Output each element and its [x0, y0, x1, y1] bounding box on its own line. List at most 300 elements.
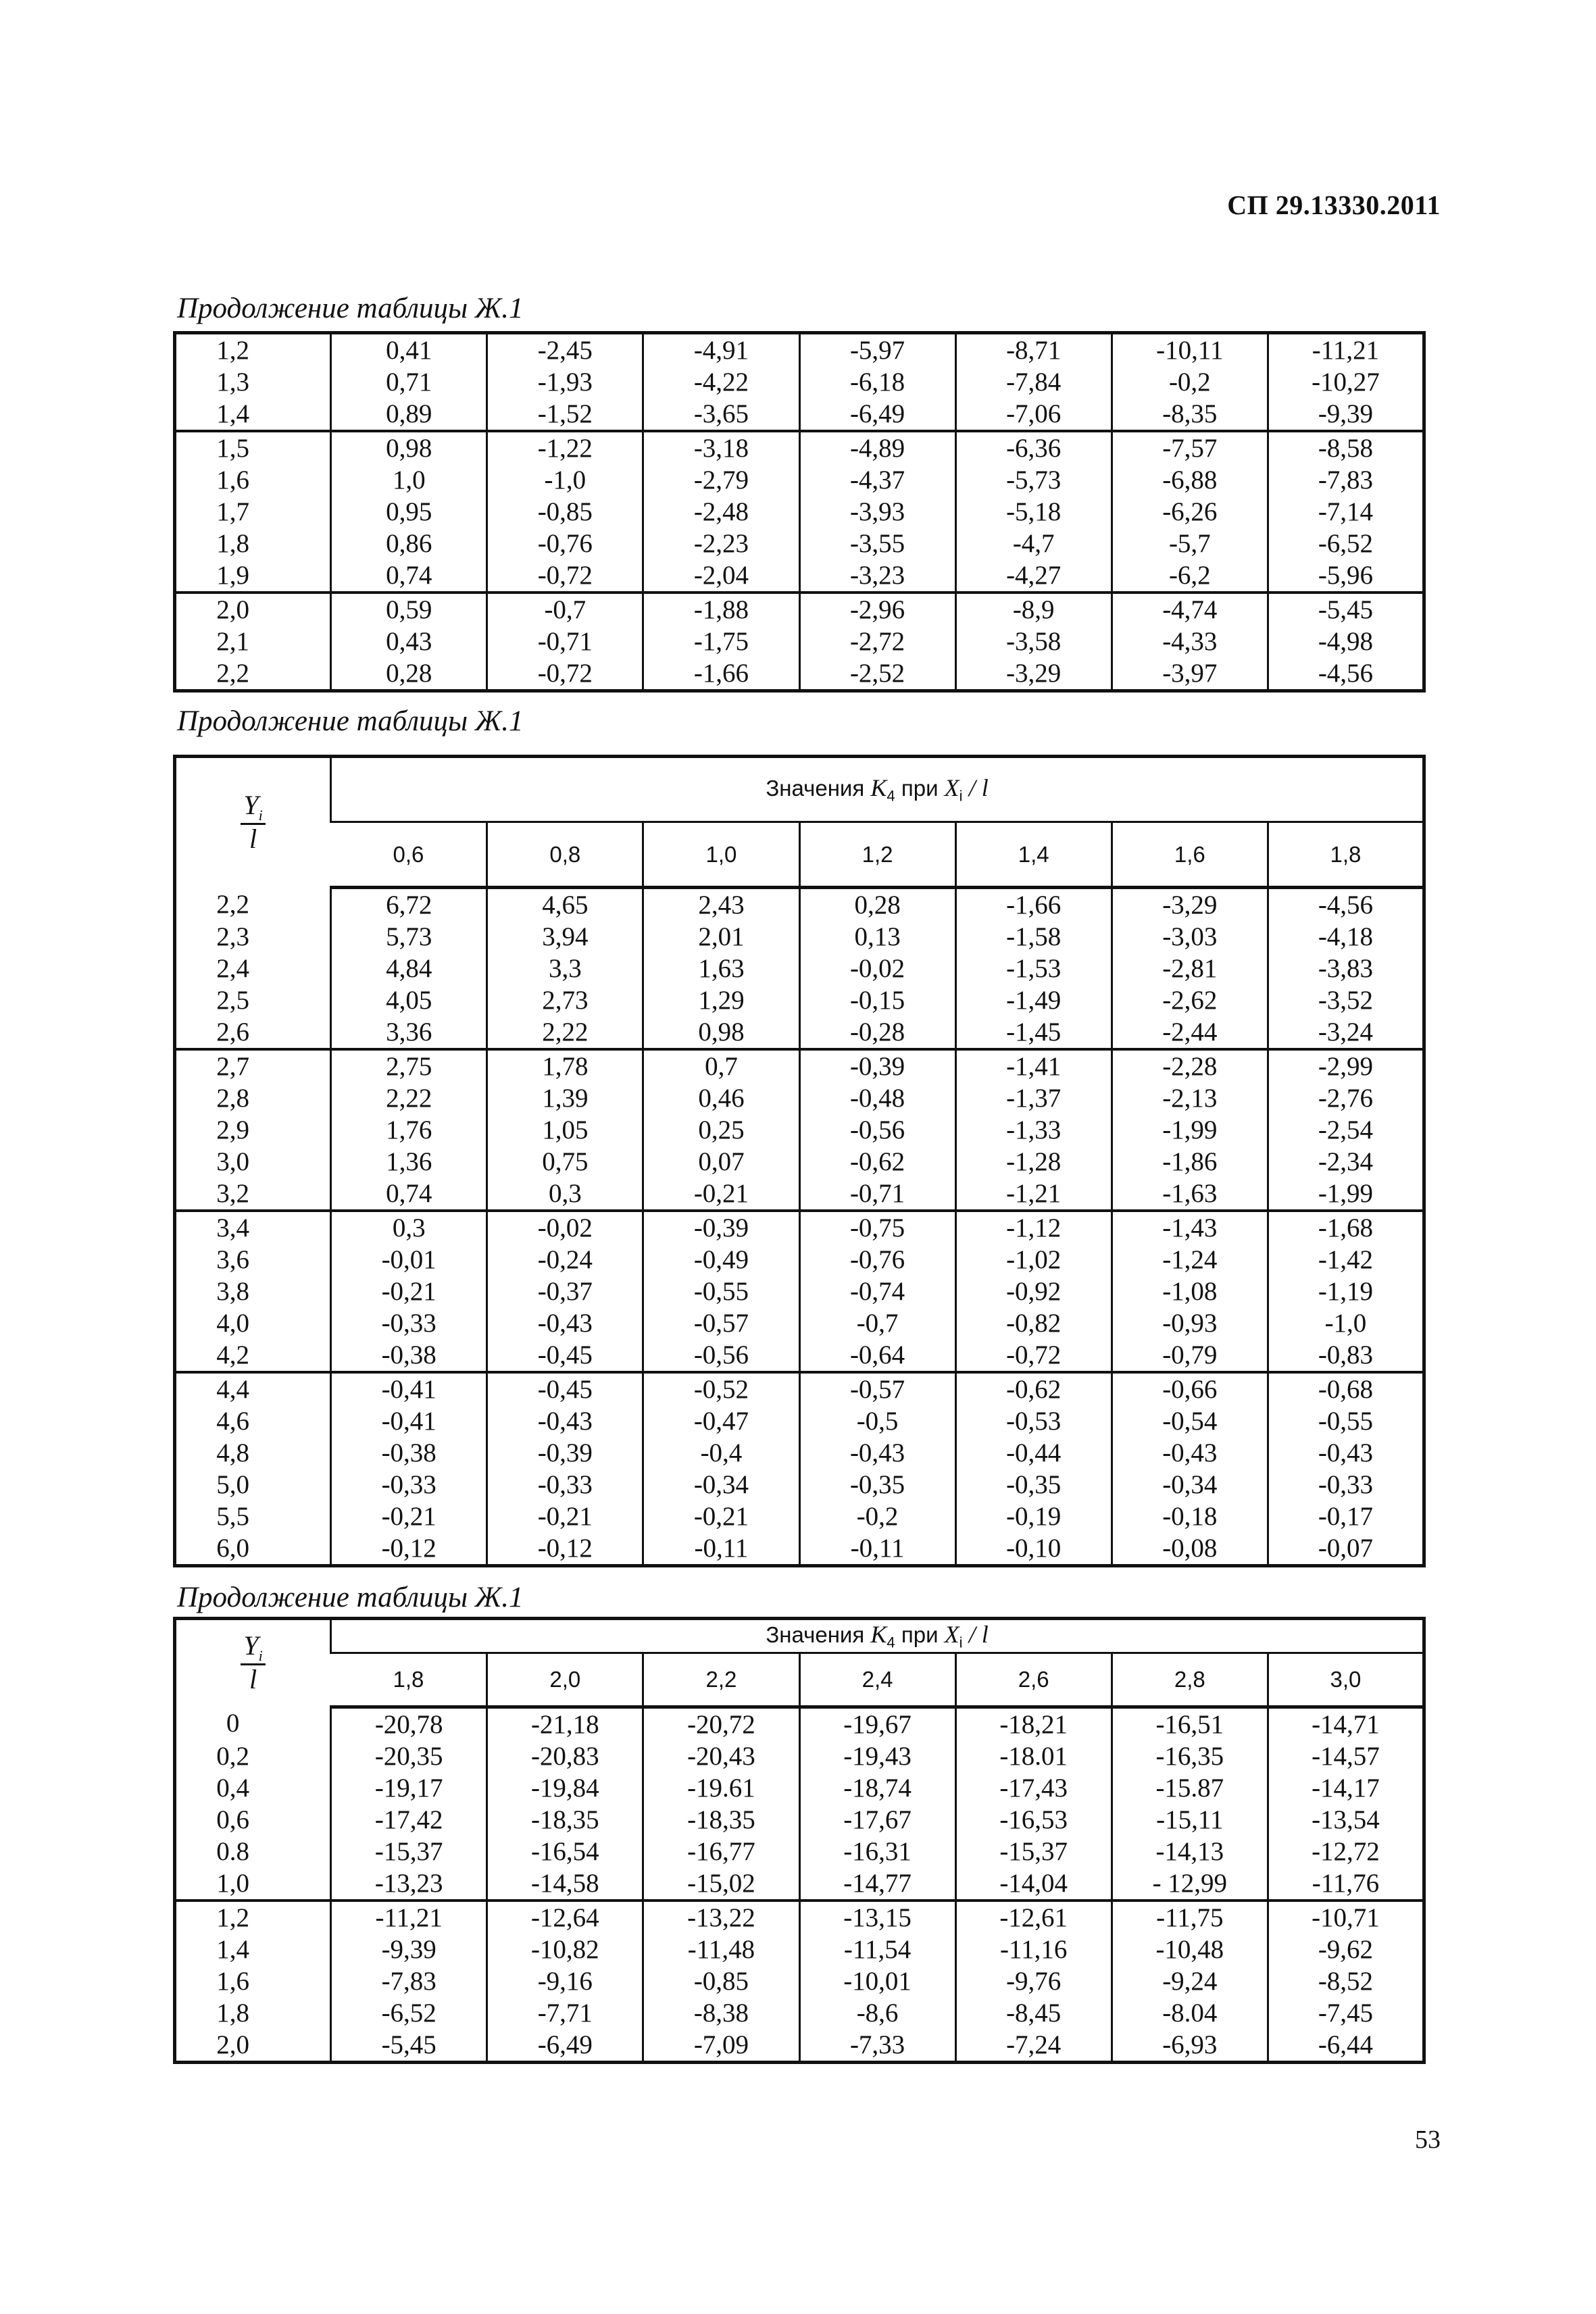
value-cell: -0,45 — [487, 1339, 643, 1372]
value-cell: -0,34 — [1112, 1469, 1268, 1501]
value-cell: -2,96 — [799, 593, 955, 626]
row-label-cell: 0,6 — [216, 1805, 249, 1834]
value-cell: -9,16 — [487, 1965, 643, 1997]
value-cell: 0,98 — [331, 431, 487, 464]
value-cell: -8,45 — [955, 1997, 1112, 2029]
row-label-cell: 3,8 — [216, 1277, 249, 1306]
value-cell: -3,29 — [955, 657, 1112, 691]
value-cell: 2,43 — [643, 888, 799, 922]
value-cell: -14,17 — [1268, 1772, 1424, 1804]
value-cell: -0,21 — [643, 1501, 799, 1532]
table2-header — [175, 757, 1424, 888]
value-cell: -1,86 — [1112, 1146, 1268, 1178]
value-cell: -1,58 — [955, 921, 1112, 953]
value-cell: -8,58 — [1268, 431, 1424, 464]
value-cell: 0,71 — [331, 366, 487, 398]
row-label-cell: 4,8 — [216, 1438, 249, 1467]
value-cell: -15,37 — [955, 1836, 1112, 1867]
table-row — [175, 1934, 1424, 1965]
value-cell: -8,6 — [799, 1997, 955, 2029]
value-cell: -0,85 — [643, 1965, 799, 1997]
value-cell: -6,36 — [955, 431, 1112, 464]
table-row — [175, 496, 1424, 528]
value-cell: -20,72 — [643, 1707, 799, 1740]
value-cell: -1,0 — [487, 464, 643, 496]
table3-y-over-l-header: $\frac{Y_i}{l}$ — [175, 1619, 331, 1707]
value-cell: -9,24 — [1112, 1965, 1268, 1997]
table-row — [175, 1867, 1424, 1901]
value-cell: -3,58 — [955, 626, 1112, 657]
value-cell: -7,45 — [1268, 1997, 1424, 2029]
value-cell: -15,11 — [1112, 1804, 1268, 1836]
value-cell: -7,83 — [331, 1965, 487, 1997]
value-cell: -8,38 — [643, 1997, 799, 2029]
value-cell: -1,99 — [1268, 1178, 1424, 1211]
value-cell: -14,71 — [1268, 1707, 1424, 1740]
value-cell: -0,74 — [799, 1276, 955, 1307]
table-row — [175, 398, 1424, 431]
value-cell: -0,43 — [487, 1307, 643, 1339]
page-number: 53 — [1415, 2126, 1441, 2154]
value-cell: -15,37 — [331, 1836, 487, 1867]
value-cell: -14,77 — [799, 1867, 955, 1901]
row-label-cell: 1,8 — [216, 1998, 249, 2028]
value-cell: -0,33 — [331, 1469, 487, 1501]
table-row — [175, 1276, 1424, 1307]
value-cell: -20,43 — [643, 1740, 799, 1772]
value-cell: -6,26 — [1112, 496, 1268, 528]
row-label-cell: 6,0 — [216, 1534, 249, 1563]
value-cell: -0,4 — [643, 1437, 799, 1469]
value-cell: -15.87 — [1112, 1772, 1268, 1804]
value-cell: -2,48 — [643, 496, 799, 528]
value-cell: -0,66 — [1112, 1372, 1268, 1405]
value-cell: -6,88 — [1112, 464, 1268, 496]
value-cell: -0,45 — [487, 1372, 643, 1405]
value-cell: -19,17 — [331, 1772, 487, 1804]
table3-header — [175, 1619, 1424, 1707]
row-label-cell: 2,3 — [216, 922, 249, 951]
value-cell: -5,7 — [1112, 528, 1268, 559]
value-cell: -0,2 — [799, 1501, 955, 1532]
value-cell: 2,75 — [331, 1049, 487, 1082]
value-cell: -0,28 — [799, 1016, 955, 1049]
value-cell: -6,2 — [1112, 559, 1268, 593]
value-cell: -7,57 — [1112, 431, 1268, 464]
table-row — [175, 1501, 1424, 1532]
value-cell: -18,21 — [955, 1707, 1112, 1740]
table-row — [175, 1437, 1424, 1469]
value-cell: 6,72 — [331, 888, 487, 922]
column-header: 1,8 — [1268, 822, 1424, 888]
value-cell: -0,71 — [487, 626, 643, 657]
value-cell: -0,39 — [643, 1211, 799, 1244]
value-cell: -0,54 — [1112, 1405, 1268, 1437]
value-cell: -0,57 — [643, 1307, 799, 1339]
table3-column-headers — [175, 1653, 1424, 1707]
column-header: 1,0 — [643, 822, 799, 888]
value-cell: -10,11 — [1112, 333, 1268, 367]
value-cell: -0,12 — [331, 1532, 487, 1566]
value-cell: -6,52 — [1268, 528, 1424, 559]
value-cell: -2,79 — [643, 464, 799, 496]
row-label-cell: 2,5 — [216, 986, 249, 1015]
value-cell: -7,24 — [955, 2029, 1112, 2063]
row-label-cell: 2,8 — [216, 1084, 249, 1113]
value-cell: 0,7 — [643, 1049, 799, 1082]
table3-k4-header: Значения $K_4$ при $X_i$ / l — [331, 1619, 1424, 1653]
table-row — [175, 1707, 1424, 1740]
value-cell: -16,35 — [1112, 1740, 1268, 1772]
value-cell: 0,74 — [331, 559, 487, 593]
value-cell: -6,44 — [1268, 2029, 1424, 2063]
value-cell: -0,41 — [331, 1372, 487, 1405]
value-cell: 0,25 — [643, 1114, 799, 1146]
value-cell: -2,28 — [1112, 1049, 1268, 1082]
value-cell: -2,34 — [1268, 1146, 1424, 1178]
value-cell: -0,52 — [643, 1372, 799, 1405]
table2-column-headers — [175, 822, 1424, 888]
row-label-cell: 5,0 — [216, 1470, 249, 1499]
value-cell: -4,18 — [1268, 921, 1424, 953]
value-cell: -6,18 — [799, 366, 955, 398]
value-cell: 0,95 — [331, 496, 487, 528]
table-row — [175, 1804, 1424, 1836]
table-row — [175, 593, 1424, 626]
value-cell: -4,89 — [799, 431, 955, 464]
value-cell: -0,62 — [799, 1146, 955, 1178]
column-header: 2,2 — [643, 1653, 799, 1707]
value-cell: -0,43 — [487, 1405, 643, 1437]
value-cell: -1,43 — [1112, 1211, 1268, 1244]
value-cell: 0,75 — [487, 1146, 643, 1178]
value-cell: -11,48 — [643, 1934, 799, 1965]
value-cell: -3,03 — [1112, 921, 1268, 953]
value-cell: -2,45 — [487, 333, 643, 367]
value-cell: -7,09 — [643, 2029, 799, 2063]
table3-body — [175, 1707, 1424, 2062]
table-row — [175, 1836, 1424, 1867]
value-cell: -0,02 — [487, 1211, 643, 1244]
value-cell: -0,21 — [643, 1178, 799, 1211]
value-cell: -14,58 — [487, 1867, 643, 1901]
row-label-cell: 1,4 — [216, 1934, 249, 1964]
value-cell: -0,68 — [1268, 1372, 1424, 1405]
value-cell: 1,05 — [487, 1114, 643, 1146]
value-cell: 4,84 — [331, 953, 487, 984]
value-cell: -0,33 — [331, 1307, 487, 1339]
value-cell: -0,7 — [487, 593, 643, 626]
value-cell: -0,11 — [643, 1532, 799, 1566]
value-cell: -14,57 — [1268, 1740, 1424, 1772]
value-cell: -7,06 — [955, 398, 1112, 431]
value-cell: 1,0 — [331, 464, 487, 496]
value-cell: -12,61 — [955, 1901, 1112, 1934]
value-cell: -13,22 — [643, 1901, 799, 1934]
row-label-cell: 4,0 — [216, 1309, 249, 1338]
value-cell: -3,97 — [1112, 657, 1268, 691]
value-cell: -1,37 — [955, 1082, 1112, 1114]
value-cell: -6,49 — [799, 398, 955, 431]
row-label-cell: 1,6 — [216, 466, 249, 495]
row-label-cell: 3,6 — [216, 1245, 249, 1274]
value-cell: -14,13 — [1112, 1836, 1268, 1867]
row-label-cell: 0.8 — [216, 1836, 249, 1866]
table-row — [175, 333, 1424, 367]
value-cell: -3,52 — [1268, 984, 1424, 1016]
value-cell: -18,74 — [799, 1772, 955, 1804]
value-cell: -0,02 — [799, 953, 955, 984]
value-cell: -5,45 — [1268, 593, 1424, 626]
value-cell: -8,9 — [955, 593, 1112, 626]
value-cell: -6,52 — [331, 1997, 487, 2029]
value-cell: -18,35 — [487, 1804, 643, 1836]
value-cell: 2,01 — [643, 921, 799, 953]
value-cell: -1,68 — [1268, 1211, 1424, 1244]
value-cell: -1,24 — [1112, 1244, 1268, 1276]
value-cell: -0,39 — [487, 1437, 643, 1469]
table-row — [175, 1405, 1424, 1437]
table-row — [175, 464, 1424, 496]
value-cell: -1,88 — [643, 593, 799, 626]
value-cell: 0,3 — [487, 1178, 643, 1211]
value-cell: 3,3 — [487, 953, 643, 984]
value-cell: -0,79 — [1112, 1339, 1268, 1372]
value-cell: -0,55 — [1268, 1405, 1424, 1437]
value-cell: -8,52 — [1268, 1965, 1424, 1997]
value-cell: -0,39 — [799, 1049, 955, 1082]
value-cell: 2,73 — [487, 984, 643, 1016]
value-cell: 0,43 — [331, 626, 487, 657]
value-cell: 1,63 — [643, 953, 799, 984]
row-label-cell: 2,2 — [216, 659, 249, 688]
row-label-cell: 0,4 — [216, 1773, 249, 1803]
value-cell: -4,56 — [1268, 888, 1424, 922]
table3 — [173, 1617, 1426, 2064]
value-cell: -3,65 — [643, 398, 799, 431]
value-cell: -4,37 — [799, 464, 955, 496]
table1-caption: Продолжение таблицы Ж.1 — [177, 293, 524, 324]
table-row — [175, 1178, 1424, 1211]
table-row — [175, 1307, 1424, 1339]
row-label-cell: 2,0 — [175, 593, 331, 626]
value-cell: 1,29 — [643, 984, 799, 1016]
value-cell: -16,51 — [1112, 1707, 1268, 1740]
value-cell: -1,66 — [643, 657, 799, 691]
value-cell: -0,35 — [799, 1469, 955, 1501]
value-cell: 0,28 — [331, 657, 487, 691]
value-cell: -18.01 — [955, 1740, 1112, 1772]
row-label-cell: 0 — [226, 1709, 240, 1738]
table-row — [175, 366, 1424, 398]
value-cell: -0,92 — [955, 1276, 1112, 1307]
value-cell: -0,41 — [331, 1405, 487, 1437]
value-cell: 2,22 — [331, 1082, 487, 1114]
value-cell: -1,12 — [955, 1211, 1112, 1244]
row-label-cell: 1,7 — [216, 497, 249, 526]
value-cell: -1,99 — [1112, 1114, 1268, 1146]
value-cell: -20,78 — [331, 1707, 487, 1740]
table-row — [175, 431, 1424, 464]
table-row — [175, 1469, 1424, 1501]
value-cell: -9,62 — [1268, 1934, 1424, 1965]
value-cell: -0,93 — [1112, 1307, 1268, 1339]
value-cell: -13,15 — [799, 1901, 955, 1934]
value-cell: -8,35 — [1112, 398, 1268, 431]
value-cell: 0,3 — [331, 1211, 487, 1244]
row-label-cell: 1,2 — [216, 336, 249, 365]
value-cell: -17,43 — [955, 1772, 1112, 1804]
value-cell: -3,18 — [643, 431, 799, 464]
table-row — [175, 888, 1424, 922]
table-row — [175, 528, 1424, 559]
value-cell: 0,46 — [643, 1082, 799, 1114]
value-cell: 0,28 — [799, 888, 955, 922]
value-cell: -0,49 — [643, 1244, 799, 1276]
value-cell: -16,31 — [799, 1836, 955, 1867]
table-row — [175, 2029, 1424, 2063]
row-label-cell: 4,2 — [216, 1340, 249, 1369]
value-cell: -0,38 — [331, 1339, 487, 1372]
value-cell: -0,18 — [1112, 1501, 1268, 1532]
value-cell: -0,64 — [799, 1339, 955, 1372]
table2-k4-header: Значения $K_4$ при $X_i$ / l — [331, 757, 1424, 822]
value-cell: -0,21 — [331, 1501, 487, 1532]
column-header: 0,8 — [487, 822, 643, 888]
value-cell: -11,54 — [799, 1934, 955, 1965]
value-cell: -0,72 — [955, 1339, 1112, 1372]
value-cell: -17,67 — [799, 1804, 955, 1836]
value-cell: 1,76 — [331, 1114, 487, 1146]
value-cell: -14,04 — [955, 1867, 1112, 1901]
table-row — [175, 1372, 1424, 1405]
table-row — [175, 1114, 1424, 1146]
table-row — [175, 1049, 1424, 1082]
row-label-cell: 2,9 — [216, 1115, 249, 1145]
value-cell: 0,86 — [331, 528, 487, 559]
value-cell: -0,82 — [955, 1307, 1112, 1339]
value-cell: -1,93 — [487, 366, 643, 398]
value-cell: -11,21 — [1268, 333, 1424, 367]
value-cell: -0,55 — [643, 1276, 799, 1307]
row-label-cell: 1,6 — [216, 1966, 249, 1996]
value-cell: -4,27 — [955, 559, 1112, 593]
row-label-cell: 3,2 — [216, 1179, 249, 1208]
value-cell: -10,27 — [1268, 366, 1424, 398]
value-cell: 0,13 — [799, 921, 955, 953]
value-cell: -4,74 — [1112, 593, 1268, 626]
value-cell: -3,29 — [1112, 888, 1268, 922]
value-cell: -0,21 — [331, 1276, 487, 1307]
value-cell: -1,22 — [487, 431, 643, 464]
value-cell: -3,55 — [799, 528, 955, 559]
table1-body — [175, 333, 1424, 691]
row-label-cell: 1,5 — [175, 431, 331, 464]
table2 — [173, 755, 1426, 1567]
value-cell: 3,94 — [487, 921, 643, 953]
value-cell: -3,83 — [1268, 953, 1424, 984]
value-cell: -0,34 — [643, 1469, 799, 1501]
value-cell: -0,44 — [955, 1437, 1112, 1469]
value-cell: -7,33 — [799, 2029, 955, 2063]
table-row — [175, 626, 1424, 657]
value-cell: -13,54 — [1268, 1804, 1424, 1836]
column-header: 3,0 — [1268, 1653, 1424, 1707]
row-label-cell: 1,3 — [216, 368, 249, 397]
value-cell: -0,43 — [1112, 1437, 1268, 1469]
value-cell: -13,23 — [331, 1867, 487, 1901]
column-header: 2,4 — [799, 1653, 955, 1707]
value-cell: -0,19 — [955, 1501, 1112, 1532]
value-cell: -16,54 — [487, 1836, 643, 1867]
value-cell: -10,01 — [799, 1965, 955, 1997]
table2-body — [175, 888, 1424, 1566]
value-cell: -1,52 — [487, 398, 643, 431]
row-label-cell: 2,4 — [216, 954, 249, 983]
table-row — [175, 1244, 1424, 1276]
value-cell: -0,07 — [1268, 1532, 1424, 1566]
value-cell: 3,36 — [331, 1016, 487, 1049]
value-cell: -10,48 — [1112, 1934, 1268, 1965]
row-label-cell: 2,0 — [216, 2030, 249, 2059]
row-label-cell: 2,7 — [175, 1049, 331, 1082]
value-cell: -0,56 — [643, 1339, 799, 1372]
row-label-cell: 1,9 — [216, 561, 249, 590]
value-cell: -0,75 — [799, 1211, 955, 1244]
value-cell: -19,43 — [799, 1740, 955, 1772]
value-cell: -0,48 — [799, 1082, 955, 1114]
value-cell: 0,74 — [331, 1178, 487, 1211]
column-header: 2,8 — [1112, 1653, 1268, 1707]
value-cell: -9,76 — [955, 1965, 1112, 1997]
value-cell: -3,24 — [1268, 1016, 1424, 1049]
value-cell: -17,42 — [331, 1804, 487, 1836]
value-cell: -0,83 — [1268, 1339, 1424, 1372]
value-cell: -4,56 — [1268, 657, 1424, 691]
value-cell: -1,33 — [955, 1114, 1112, 1146]
value-cell: -2,52 — [799, 657, 955, 691]
value-cell: -5,73 — [955, 464, 1112, 496]
column-header: 1,4 — [955, 822, 1112, 888]
value-cell: -0,72 — [487, 657, 643, 691]
table-row — [175, 953, 1424, 984]
value-cell: -9,39 — [331, 1934, 487, 1965]
row-label-cell: 4,4 — [175, 1372, 331, 1405]
row-label-cell: 2,6 — [216, 1017, 249, 1047]
value-cell: -5,18 — [955, 496, 1112, 528]
value-cell: -11,75 — [1112, 1901, 1268, 1934]
value-cell: -10,82 — [487, 1934, 643, 1965]
value-cell: -0,08 — [1112, 1532, 1268, 1566]
value-cell: -0,53 — [955, 1405, 1112, 1437]
value-cell: -1,75 — [643, 626, 799, 657]
value-cell: -18,35 — [643, 1804, 799, 1836]
value-cell: -9,39 — [1268, 398, 1424, 431]
value-cell: -0,38 — [331, 1437, 487, 1469]
table-row — [175, 1997, 1424, 2029]
value-cell: -1,0 — [1268, 1307, 1424, 1339]
value-cell: -0,33 — [487, 1469, 643, 1501]
value-cell: -0,17 — [1268, 1501, 1424, 1532]
value-cell: -12,64 — [487, 1901, 643, 1934]
value-cell: -0,43 — [1268, 1437, 1424, 1469]
value-cell: -5,45 — [331, 2029, 487, 2063]
value-cell: -4,91 — [643, 333, 799, 367]
document-code: СП 29.13330.2011 — [1227, 190, 1441, 220]
table-row — [175, 559, 1424, 593]
value-cell: - 12,99 — [1112, 1867, 1268, 1901]
value-cell: -19,84 — [487, 1772, 643, 1804]
